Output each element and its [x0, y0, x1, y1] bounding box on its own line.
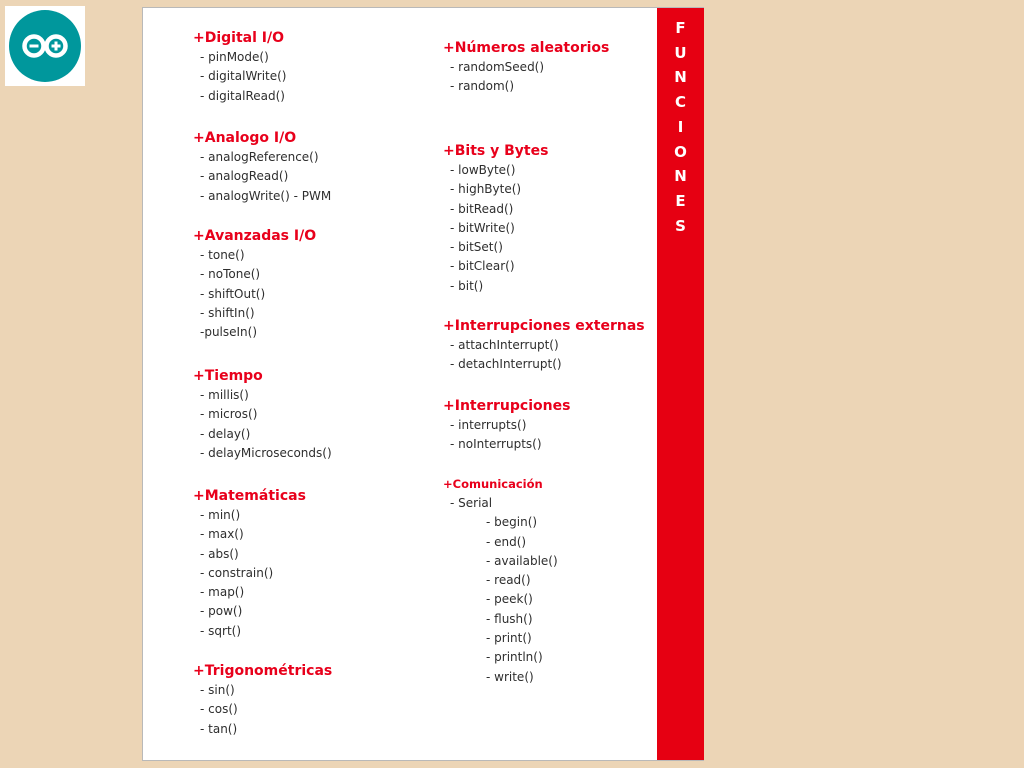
- function-section: [193, 366, 332, 463]
- function-section: [193, 226, 316, 342]
- section-title: +Bits y Bytes: [443, 143, 549, 159]
- function-item: - pinMode(): [200, 50, 269, 64]
- function-subitem: - begin(): [486, 515, 538, 530]
- function-item: - cos(): [200, 702, 238, 717]
- function-subitem: - read(): [486, 573, 531, 588]
- function-list: [443, 416, 570, 455]
- function-item: - sin(): [200, 683, 235, 697]
- arduino-logo: [5, 6, 85, 86]
- function-item: - randomSeed(): [450, 60, 545, 74]
- sidebar-letter: O: [674, 142, 687, 161]
- function-list: [443, 58, 609, 97]
- function-item: - bitRead(): [450, 201, 514, 216]
- function-section: [193, 28, 286, 106]
- function-item: - map(): [200, 585, 245, 600]
- function-item: - bit(): [450, 278, 484, 293]
- function-item: - analogReference(): [200, 150, 319, 164]
- function-subitem: - end(): [486, 534, 527, 549]
- function-item: - noInterrupts(): [450, 437, 542, 452]
- function-item: - bitWrite(): [450, 220, 515, 235]
- function-item: - random(): [450, 79, 515, 94]
- function-section: [193, 128, 331, 206]
- function-subitem: - available(): [486, 553, 558, 568]
- section-title: +Comunicación: [443, 477, 543, 491]
- section-title: +Tiempo: [193, 368, 263, 384]
- function-section: [193, 486, 306, 641]
- function-list: [193, 48, 286, 106]
- function-item: - interrupts(): [450, 418, 527, 432]
- function-section: [443, 141, 548, 296]
- functions-vertical-label: [657, 16, 704, 238]
- function-item: - abs(): [200, 546, 239, 561]
- function-section: [443, 38, 609, 97]
- section-title: +Trigonométricas: [193, 663, 333, 679]
- function-item: - min(): [200, 508, 241, 522]
- function-list: [443, 494, 558, 687]
- function-list: [193, 148, 331, 206]
- section-title: +Interrupciones externas: [443, 318, 645, 334]
- function-subitem: - write(): [486, 669, 534, 684]
- function-section: [443, 396, 570, 455]
- function-item: - digitalWrite(): [200, 69, 287, 84]
- sidebar-letter: U: [674, 43, 687, 62]
- function-item: -pulseIn(): [200, 325, 258, 340]
- function-item: - noTone(): [200, 267, 261, 282]
- function-item: - Serial: [450, 496, 493, 510]
- function-item: - bitClear(): [450, 259, 515, 274]
- function-item: - bitSet(): [450, 240, 503, 255]
- function-section: [193, 661, 332, 739]
- section-title: +Analogo I/O: [193, 130, 297, 146]
- function-section: [443, 316, 645, 375]
- function-item: - pow(): [200, 604, 243, 619]
- function-list: [443, 336, 645, 375]
- sidebar-letter: N: [674, 167, 687, 186]
- function-list: [193, 246, 316, 342]
- function-item: - sqrt(): [200, 623, 242, 638]
- section-title: +Avanzadas I/O: [193, 228, 317, 244]
- sidebar-letter: F: [675, 19, 686, 37]
- section-title: +Digital I/O: [193, 30, 285, 46]
- functions-sidebar: [657, 8, 704, 760]
- function-item: - delayMicroseconds(): [200, 445, 332, 460]
- function-section: [443, 474, 558, 687]
- function-item: - analogRead(): [200, 169, 289, 184]
- function-list: [193, 506, 306, 641]
- sidebar-letter: N: [674, 68, 687, 87]
- function-list: [443, 161, 548, 296]
- function-item: - max(): [200, 527, 244, 542]
- functions-card: [142, 7, 704, 761]
- function-item: - highByte(): [450, 182, 522, 197]
- function-item: - detachInterrupt(): [450, 357, 562, 372]
- function-item: - lowByte(): [450, 163, 516, 177]
- function-item: - shiftOut(): [200, 286, 266, 301]
- function-item: - tan(): [200, 721, 238, 736]
- sidebar-letter: S: [675, 216, 686, 235]
- function-item: - constrain(): [200, 565, 274, 580]
- function-subitem: - print(): [486, 631, 532, 646]
- sidebar-letter: I: [677, 117, 684, 136]
- function-item: - micros(): [200, 407, 258, 422]
- sidebar-letter: C: [674, 93, 686, 112]
- function-subitem: - println(): [486, 650, 543, 665]
- sidebar-letter: E: [675, 191, 686, 210]
- function-list: [193, 681, 332, 739]
- function-item: - attachInterrupt(): [450, 338, 559, 352]
- function-subitem: - flush(): [486, 611, 533, 626]
- arduino-logo-icon: [5, 6, 85, 86]
- function-item: - shiftIn(): [200, 305, 255, 320]
- section-title: +Números aleatorios: [443, 40, 610, 56]
- function-item: - millis(): [200, 388, 249, 402]
- function-item: - analogWrite() - PWM: [200, 188, 332, 203]
- function-item: - delay(): [200, 426, 251, 441]
- section-title: +Matemáticas: [193, 488, 306, 504]
- function-item: - digitalRead(): [200, 88, 285, 103]
- function-list: [193, 386, 332, 463]
- function-item: - tone(): [200, 248, 245, 262]
- function-subitem: - peek(): [486, 592, 533, 607]
- section-title: +Interrupciones: [443, 398, 571, 414]
